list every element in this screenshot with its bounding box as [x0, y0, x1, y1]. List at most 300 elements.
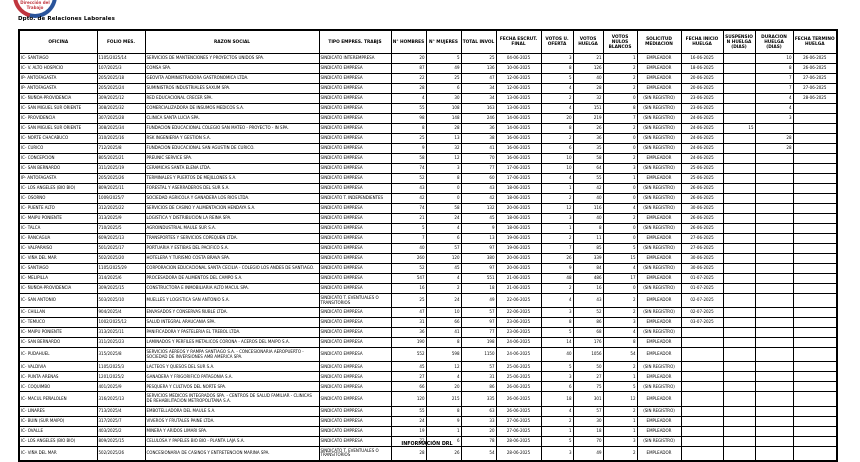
table-cell	[723, 254, 755, 264]
table-cell: (SIN REGISTRO)	[637, 308, 681, 318]
table-cell	[723, 204, 755, 214]
table-cell: 1	[603, 174, 637, 184]
table-cell: 40	[573, 74, 603, 84]
table-cell	[793, 144, 837, 154]
table-cell: 0	[603, 184, 637, 194]
table-cell: EMPLEADOR	[637, 174, 681, 184]
table-row	[19, 392, 837, 406]
table-cell: 74	[391, 164, 426, 174]
table-cell: 38	[461, 134, 496, 144]
table-cell: 3	[541, 308, 573, 318]
table-cell: SERVICIOS AEREOS Y RAMPA SANTIAGO S.A. - CONCESIONARIA AEROPUERTO - SOCIEDAD DE INVERSIONES AMB AMERICA SPA.	[145, 348, 319, 362]
table-cell: 0	[603, 224, 637, 234]
table-cell	[755, 382, 793, 392]
table-cell: 198	[461, 338, 496, 348]
table-cell: EMPLEADOR	[637, 348, 681, 362]
table-cell: 30-06-2025	[681, 254, 723, 264]
table-cell: 2	[541, 284, 573, 294]
table-cell: 4	[541, 406, 573, 416]
table-cell: SERVICIOS MEDICOS INTEGRADOS SPA. - CENTROS DE SALUD FAMILIAR - CLINICAS DE REHABILITACION METROPOLITANA S.A.	[145, 392, 319, 406]
table-cell: 26-06-2025	[496, 406, 541, 416]
table-cell: 2	[603, 124, 637, 134]
table-cell: 13	[461, 234, 496, 244]
table-cell: 17-06-2025	[496, 164, 541, 174]
table-cell: SALUD INTEGRAL ARAUCANIA SPA.	[145, 318, 319, 328]
table-cell: IC- SANTIAGO	[19, 54, 97, 64]
table-cell	[793, 416, 837, 426]
table-cell	[793, 134, 837, 144]
table-cell: 3	[603, 164, 637, 174]
table-cell	[681, 446, 723, 461]
table-cell	[723, 294, 755, 308]
table-row	[19, 154, 837, 164]
table-cell: 20-06-2025	[681, 74, 723, 84]
table-cell: 205/2025/26	[97, 174, 145, 184]
table-row	[19, 124, 837, 134]
table-cell: 97	[461, 318, 496, 328]
table-cell: 26-06-2025	[496, 382, 541, 392]
table-cell: 54	[461, 446, 496, 461]
table-cell: 77	[461, 328, 496, 338]
table-cell: 9	[541, 264, 573, 274]
table-cell: (SIN REGISTRO)	[637, 382, 681, 392]
column-header-13: SUSPENSIO N HUELGA (DIAS)	[723, 30, 755, 54]
table-cell	[723, 74, 755, 84]
table-cell: 107/2025/3	[97, 64, 145, 74]
table-cell: EMPLEADOR	[637, 372, 681, 382]
table-cell: 20	[391, 54, 426, 64]
table-row	[19, 134, 837, 144]
table-cell	[755, 154, 793, 164]
table-cell: 48	[541, 274, 573, 284]
table-cell: 12	[603, 392, 637, 406]
table-cell: 68	[573, 328, 603, 338]
table-row	[19, 264, 837, 274]
table-cell: EMPLEADOR	[637, 254, 681, 264]
table-cell: 598	[426, 348, 461, 362]
department-title: Dpto. de Relaciones Laborales	[18, 16, 115, 22]
column-header-12: FECHA INICIO HUELGA	[681, 30, 723, 54]
table-cell	[793, 284, 837, 294]
table-cell: 308/2025/34	[97, 124, 145, 134]
table-cell: (SIN REGISTRO)	[637, 144, 681, 154]
table-cell: (SIN REGISTRO)	[637, 124, 681, 134]
table-cell: 904/2025/4	[97, 308, 145, 318]
table-cell	[723, 134, 755, 144]
table-cell: 2	[541, 234, 573, 244]
table-cell: 42	[391, 194, 426, 204]
table-row	[19, 64, 837, 74]
table-cell: 4	[541, 294, 573, 308]
table-cell	[755, 224, 793, 234]
table-cell: SINDICATO EMPRESA	[319, 134, 391, 144]
table-cell	[793, 318, 837, 328]
table-cell: 19	[391, 426, 426, 436]
table-cell: 8	[426, 406, 461, 416]
table-cell: 58	[391, 154, 426, 164]
table-cell: 313/2025/11	[97, 328, 145, 338]
table-cell: 380	[461, 254, 496, 264]
table-cell	[723, 154, 755, 164]
table-cell: 16-06-2025	[681, 54, 723, 64]
table-cell: 54	[603, 348, 637, 362]
table-cell: 02-07-2025	[681, 308, 723, 318]
table-cell	[793, 274, 837, 284]
table-cell: 02-07-2025	[681, 294, 723, 308]
column-header-8: VOTOS U. OFERTA	[541, 30, 573, 54]
table-cell: (SIN REGISTRO)	[637, 362, 681, 372]
table-cell: 215	[426, 392, 461, 406]
table-cell: 132	[461, 204, 496, 214]
table-cell: SINDICATO T. INDEPENDIENTES	[319, 194, 391, 204]
table-cell: 4	[603, 264, 637, 274]
table-cell: IC- PUENTE ALTO	[19, 204, 97, 214]
table-cell: CONCESIONARIA DE CASINOS Y ENTRETENCION MARINA SPA.	[145, 446, 319, 461]
table-cell: 10-06-2025	[496, 64, 541, 74]
table-cell: 26-06-2025	[681, 224, 723, 234]
table-cell: SINDICATO INTEREMPRESA	[319, 54, 391, 64]
table-cell: 2	[603, 154, 637, 164]
table-cell: SINDICATO EMPRESA	[319, 114, 391, 124]
table-cell: 12	[541, 204, 573, 214]
table-cell: 52	[391, 174, 426, 184]
column-header-10: VOTOS NULOS BLANCOS	[603, 30, 637, 54]
table-cell: (SIN REGISTRO)	[637, 194, 681, 204]
table-cell: 6	[426, 84, 461, 94]
table-cell: 13	[426, 134, 461, 144]
table-row	[19, 416, 837, 426]
table-cell: IC- SAN BERNARDO	[19, 338, 97, 348]
table-cell: 5	[603, 244, 637, 254]
table-cell: 57	[461, 308, 496, 318]
table-cell	[723, 362, 755, 372]
table-cell: IC- ÑUÑOA-PROVIDENCIA	[19, 284, 97, 294]
table-cell	[755, 338, 793, 348]
table-cell: 26	[426, 446, 461, 461]
table-cell: 2	[426, 284, 461, 294]
table-cell: 8	[426, 338, 461, 348]
table-cell: 87	[391, 64, 426, 74]
table-cell	[681, 362, 723, 372]
table-cell: 5	[541, 74, 573, 84]
table-cell: 27-06-2025	[793, 84, 837, 94]
table-cell: SINDICATO EMPRESA	[319, 426, 391, 436]
table-cell: TRANSPORTES Y SERVICIOS COPEQUEN LTDA.	[145, 234, 319, 244]
table-cell: 0	[603, 284, 637, 294]
table-cell: 176	[573, 338, 603, 348]
table-row	[19, 174, 837, 184]
table-cell: SINDICATO EMPRESA	[319, 184, 391, 194]
table-cell: 84	[573, 264, 603, 274]
table-cell	[681, 416, 723, 426]
column-header-2: RAZON SOCIAL	[145, 30, 319, 54]
table-cell	[681, 406, 723, 416]
table-cell: 403/2025/2	[97, 426, 145, 436]
table-cell: IC- ÑUÑOA-PROVIDENCIA	[19, 94, 97, 104]
table-cell	[723, 84, 755, 94]
logo-text-line2: Trabajo	[26, 4, 44, 10]
table-cell: CONSTRUCTORA E INMOBILIARIA ALTO MACUL SPA.	[145, 284, 319, 294]
table-cell: 28	[755, 144, 793, 154]
table-cell: 27-06-2025	[681, 244, 723, 254]
column-header-3: TIPO EMPRES. TRABJS	[319, 30, 391, 54]
table-cell	[755, 446, 793, 461]
table-cell: 23-06-2025	[681, 94, 723, 104]
table-cell: 1	[541, 426, 573, 436]
table-cell	[793, 224, 837, 234]
table-cell: 49	[461, 294, 496, 308]
table-cell: GEOVITA ADMINISTRADORA GASTRONOMICA LTDA.	[145, 74, 319, 84]
table-cell	[793, 234, 837, 244]
table-cell: RSK INGENIERIA Y GESTION S.A.	[145, 134, 319, 144]
table-cell: SINDICATO EMPRESA	[319, 348, 391, 362]
table-cell: 120	[391, 392, 426, 406]
table-cell	[793, 244, 837, 254]
table-cell: 18-06-2025	[496, 194, 541, 204]
table-cell: EMPLEADOR	[637, 294, 681, 308]
table-cell: 43	[461, 184, 496, 194]
table-cell: SINDICATO EMPRESA	[319, 362, 391, 372]
table-cell	[793, 446, 837, 461]
table-cell: 710/2025/5	[97, 224, 145, 234]
table-cell: 19-06-2025	[496, 234, 541, 244]
table-cell: 24	[426, 294, 461, 308]
table-cell: PREUNIC SERVICE SPA.	[145, 154, 319, 164]
table-cell: 25	[461, 54, 496, 64]
table-cell: 260	[391, 254, 426, 264]
table-cell: 52	[391, 264, 426, 274]
table-cell: (SIN REGISTRO)	[637, 204, 681, 214]
table-cell: 7	[603, 114, 637, 124]
table-cell: 50	[573, 362, 603, 372]
table-cell	[755, 416, 793, 426]
table-cell: 163	[461, 104, 496, 114]
table-cell: 18-06-2025	[496, 214, 541, 224]
table-cell: 26-06-2025	[793, 64, 837, 74]
table-cell: 36	[391, 328, 426, 338]
table-cell: FUNDACION EDUCACIONAL COLEGIO SAN MATEO - PROYECTO - IN SPA.	[145, 124, 319, 134]
table-cell: 0	[603, 94, 637, 104]
table-cell: SERVICIOS DE CASINO Y ALIMENTACION HENDAYA S.A.	[145, 204, 319, 214]
table-cell: SINDICATO EMPRESA	[319, 372, 391, 382]
table-cell: 24-06-2025	[681, 134, 723, 144]
table-cell: 3	[755, 114, 793, 124]
table-cell: 1105/2025/29	[97, 264, 145, 274]
table-cell	[681, 328, 723, 338]
table-cell: LOGISTICA Y DISTRIBUCION LA REINA SPA.	[145, 214, 319, 224]
table-cell	[723, 446, 755, 461]
table-cell: 26-06-2025	[681, 184, 723, 194]
table-cell: 2	[541, 194, 573, 204]
table-cell: 35	[573, 144, 603, 154]
table-cell: 6	[541, 144, 573, 154]
table-cell: 19-06-2025	[496, 244, 541, 254]
table-cell: IC- VIÑA DEL MAR	[19, 446, 97, 461]
table-cell: 501/2025/17	[97, 244, 145, 254]
table-cell	[755, 204, 793, 214]
table-cell: 30-06-2025	[681, 264, 723, 274]
table-cell: 312/2025/22	[97, 204, 145, 214]
table-cell	[755, 194, 793, 204]
table-cell: 24	[426, 214, 461, 224]
table-cell: 60	[461, 174, 496, 184]
table-cell: 5	[541, 362, 573, 372]
table-cell	[723, 274, 755, 284]
table-cell: 301	[573, 392, 603, 406]
table-cell	[755, 264, 793, 274]
table-cell: 0	[603, 234, 637, 244]
table-cell: SINDICATO EMPRESA	[319, 264, 391, 274]
table-cell: 205/2025/24	[97, 84, 145, 94]
table-cell: FUNDACION EDUCACIONAL SAN AGUSTIN DE CURICO.	[145, 144, 319, 154]
table-cell: SINDICATO T. EVENTUALES O TRANSITORIOS	[319, 446, 391, 461]
table-cell: 16	[391, 284, 426, 294]
table-cell: 4	[426, 372, 461, 382]
table-cell: IC- VALDIVIA	[19, 362, 97, 372]
table-cell: 72	[391, 436, 426, 446]
table-cell: VIVEROS Y FRUTALES PAINE LTDA.	[145, 416, 319, 426]
table-cell: 313/2025/9	[97, 214, 145, 224]
column-header-11: SOLICITUD MEDIACION	[637, 30, 681, 54]
table-cell: 16-06-2025	[496, 134, 541, 144]
table-cell: (SIN REGISTRO)	[637, 104, 681, 114]
table-cell: 20	[461, 426, 496, 436]
table-cell: IC- LINARES	[19, 406, 97, 416]
table-cell: 308/2025/32	[97, 104, 145, 114]
table-cell: 10	[541, 154, 573, 164]
table-body	[19, 54, 837, 461]
table-cell	[723, 264, 755, 274]
table-cell: 24	[391, 416, 426, 426]
table-cell: IC- SAN MIGUEL SUR ORIENTE	[19, 104, 97, 114]
table-cell: EMPLEADOR	[637, 426, 681, 436]
table-cell	[793, 154, 837, 164]
table-cell: 58	[426, 204, 461, 214]
table-cell: 2	[603, 362, 637, 372]
table-cell: 13-06-2025	[496, 104, 541, 114]
table-cell: 1	[603, 54, 637, 64]
table-cell: 24-06-2025	[681, 144, 723, 154]
table-cell: 21-06-2025	[496, 274, 541, 284]
table-cell	[793, 308, 837, 318]
table-cell: SINDICATO EMPRESA	[319, 244, 391, 254]
column-header-15: FECHA TERMINO HUELGA	[793, 30, 837, 54]
table-cell: 04-06-2025	[496, 54, 541, 64]
table-cell: 24-06-2025	[681, 124, 723, 134]
table-cell: 311/2025/19	[97, 164, 145, 174]
table-cell: 2	[603, 294, 637, 308]
table-cell: 97	[461, 264, 496, 274]
table-row	[19, 348, 837, 362]
table-row	[19, 284, 837, 294]
table-cell: 16	[573, 284, 603, 294]
table-cell: PANIFICADORA Y PASTELERIA EL TREBOL LTDA.	[145, 328, 319, 338]
table-cell	[723, 426, 755, 436]
table-cell	[755, 214, 793, 224]
table-row	[19, 204, 837, 214]
table-cell: SINDICATO EMPRESA	[319, 104, 391, 114]
table-cell: 4	[541, 104, 573, 114]
table-cell: 309/2025/12	[97, 94, 145, 104]
table-cell	[723, 416, 755, 426]
table-cell: 42	[573, 184, 603, 194]
table-cell	[723, 244, 755, 254]
table-cell: 5	[541, 436, 573, 446]
table-cell: 57	[426, 244, 461, 254]
table-cell	[723, 164, 755, 174]
table-cell: 10	[755, 54, 793, 64]
table-cell: IC- OSORNO	[19, 194, 97, 204]
table-row	[19, 318, 837, 328]
table-cell	[755, 426, 793, 436]
table-cell: 3	[541, 446, 573, 461]
table-cell: RED EDUCACIONAL CRECER SPA.	[145, 94, 319, 104]
table-cell: IC- PUDAHUEL	[19, 348, 97, 362]
table-cell	[793, 214, 837, 224]
table-row	[19, 84, 837, 94]
table-cell: 3	[603, 436, 637, 446]
table-cell: IC- MELIPILLA	[19, 274, 97, 284]
table-cell: 28	[426, 124, 461, 134]
table-cell	[723, 328, 755, 338]
report-table-container	[18, 29, 838, 462]
table-cell: IC- MACUL PEÑALOLEN	[19, 392, 97, 406]
table-cell	[681, 348, 723, 362]
table-cell: 12	[426, 362, 461, 372]
table-cell: 25-06-2025	[681, 164, 723, 174]
table-cell: IC- V. ALTO HOSPICIO	[19, 64, 97, 74]
table-cell: 55	[573, 174, 603, 184]
table-row	[19, 244, 837, 254]
table-row	[19, 184, 837, 194]
table-cell: 86	[573, 318, 603, 328]
table-cell: 15	[723, 124, 755, 134]
table-cell: 2	[541, 134, 573, 144]
table-cell: 55	[391, 406, 426, 416]
table-cell: 4	[603, 204, 637, 214]
table-cell: 28	[391, 84, 426, 94]
table-cell	[793, 264, 837, 274]
table-cell: EMPLEADOR	[637, 446, 681, 461]
table-cell: 36	[461, 124, 496, 134]
table-row	[19, 54, 837, 64]
table-cell: MUELLES Y LOGISTICA SAN ANTONIO S.A.	[145, 294, 319, 308]
logo-text-line1: Dirección del	[20, 0, 50, 5]
table-cell: 712/2025/8	[97, 144, 145, 154]
table-cell	[723, 174, 755, 184]
table-cell: 30	[573, 416, 603, 426]
table-cell	[793, 254, 837, 264]
table-cell: 1056	[573, 348, 603, 362]
table-cell: 31	[391, 318, 426, 328]
table-cell: SINDICATO T. EVENTUALES O TRANSITORIOS	[319, 294, 391, 308]
table-cell: IC- SAN BERNARDO	[19, 164, 97, 174]
table-cell: 74	[391, 204, 426, 214]
table-row	[19, 254, 837, 264]
table-cell: 52	[573, 308, 603, 318]
table-row	[19, 144, 837, 154]
table-cell: (SIN REGISTRO)	[637, 114, 681, 124]
table-cell: GANADERA Y FRIGORIFICO PATAGONIA S.A.	[145, 372, 319, 382]
table-cell	[723, 406, 755, 416]
table-cell: SINDICATO EMPRESA	[319, 436, 391, 446]
table-cell: 126	[573, 64, 603, 74]
table-cell: 4	[603, 328, 637, 338]
table-cell: SINDICATO EMPRESA	[319, 338, 391, 348]
table-cell: 401/2025/9	[97, 382, 145, 392]
table-cell	[681, 392, 723, 406]
table-cell: 8	[603, 104, 637, 114]
